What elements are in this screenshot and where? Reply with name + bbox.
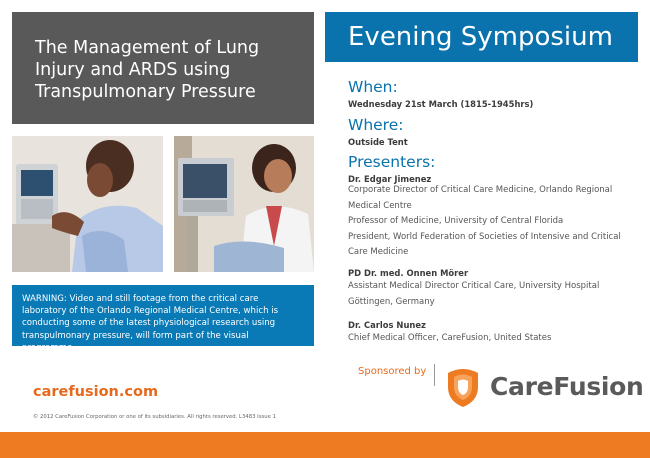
when-value: Wednesday 21st March (1815-1945hrs) xyxy=(348,99,534,109)
presenter-detail-line: President, World Federation of Societies of Intensive and Critical xyxy=(348,231,621,242)
presenter-details xyxy=(348,183,633,261)
where-heading: Where: xyxy=(348,116,404,134)
presenter-detail-line: Medical Centre xyxy=(348,200,412,211)
sponsored-by-label: Sponsored by xyxy=(358,366,427,377)
title-line: Injury and ARDS using xyxy=(35,60,231,80)
presenters-heading: Presenters: xyxy=(348,153,436,171)
presenter-details xyxy=(348,279,633,310)
presenter-name: PD Dr. med. Onnen Mörer xyxy=(348,268,469,278)
photo-doctor-monitor xyxy=(174,136,314,272)
presenter-name: Dr. Carlos Nunez xyxy=(348,320,426,330)
where-value: Outside Tent xyxy=(348,137,408,147)
presenter-details xyxy=(348,331,633,347)
title-line: Transpulmonary Pressure xyxy=(35,82,256,102)
title-panel xyxy=(12,12,314,124)
warning-note: WARNING: Video and still footage from the critical care laboratory of the Orlando Regional Medical Centre, which is conducting some of the latest physiological research using transpulmonary pressure, will form part of the visual programme. xyxy=(12,285,314,346)
presenter-detail-line: Assistant Medical Director Critical Care, University Hospital xyxy=(348,281,600,291)
carefusion-logo-icon xyxy=(444,367,482,407)
presenter-detail-line: Corporate Director of Critical Care Medicine, Orlando Regional xyxy=(348,185,613,195)
title-line: The Management of Lung xyxy=(35,38,260,58)
presenter-detail-line: Care Medicine xyxy=(348,247,409,257)
carefusion-brand-name: CareFusion xyxy=(490,372,644,401)
when-heading: When: xyxy=(348,78,398,96)
presenter-detail-line: Chief Medical Officer, CareFusion, United States xyxy=(348,333,552,343)
event-title-panel xyxy=(325,12,638,62)
copyright-text: © 2012 CareFusion Corporation or one of its subsidiaries. All rights reserved. L3483 Issue 1 xyxy=(33,414,276,420)
sponsor-divider xyxy=(434,364,435,386)
event-title: Evening Symposium xyxy=(348,22,613,52)
photo-nurse-ventilator xyxy=(12,136,163,272)
presenter-detail-line: Professor of Medicine, University of Central Florida xyxy=(348,216,564,226)
footer-bar xyxy=(0,432,650,458)
symposium-topic-title xyxy=(35,37,305,103)
presenter-detail-line: Göttingen, Germany xyxy=(348,296,435,307)
presenter-name: Dr. Edgar Jimenez xyxy=(348,174,432,184)
website-link[interactable]: carefusion.com xyxy=(33,384,159,400)
